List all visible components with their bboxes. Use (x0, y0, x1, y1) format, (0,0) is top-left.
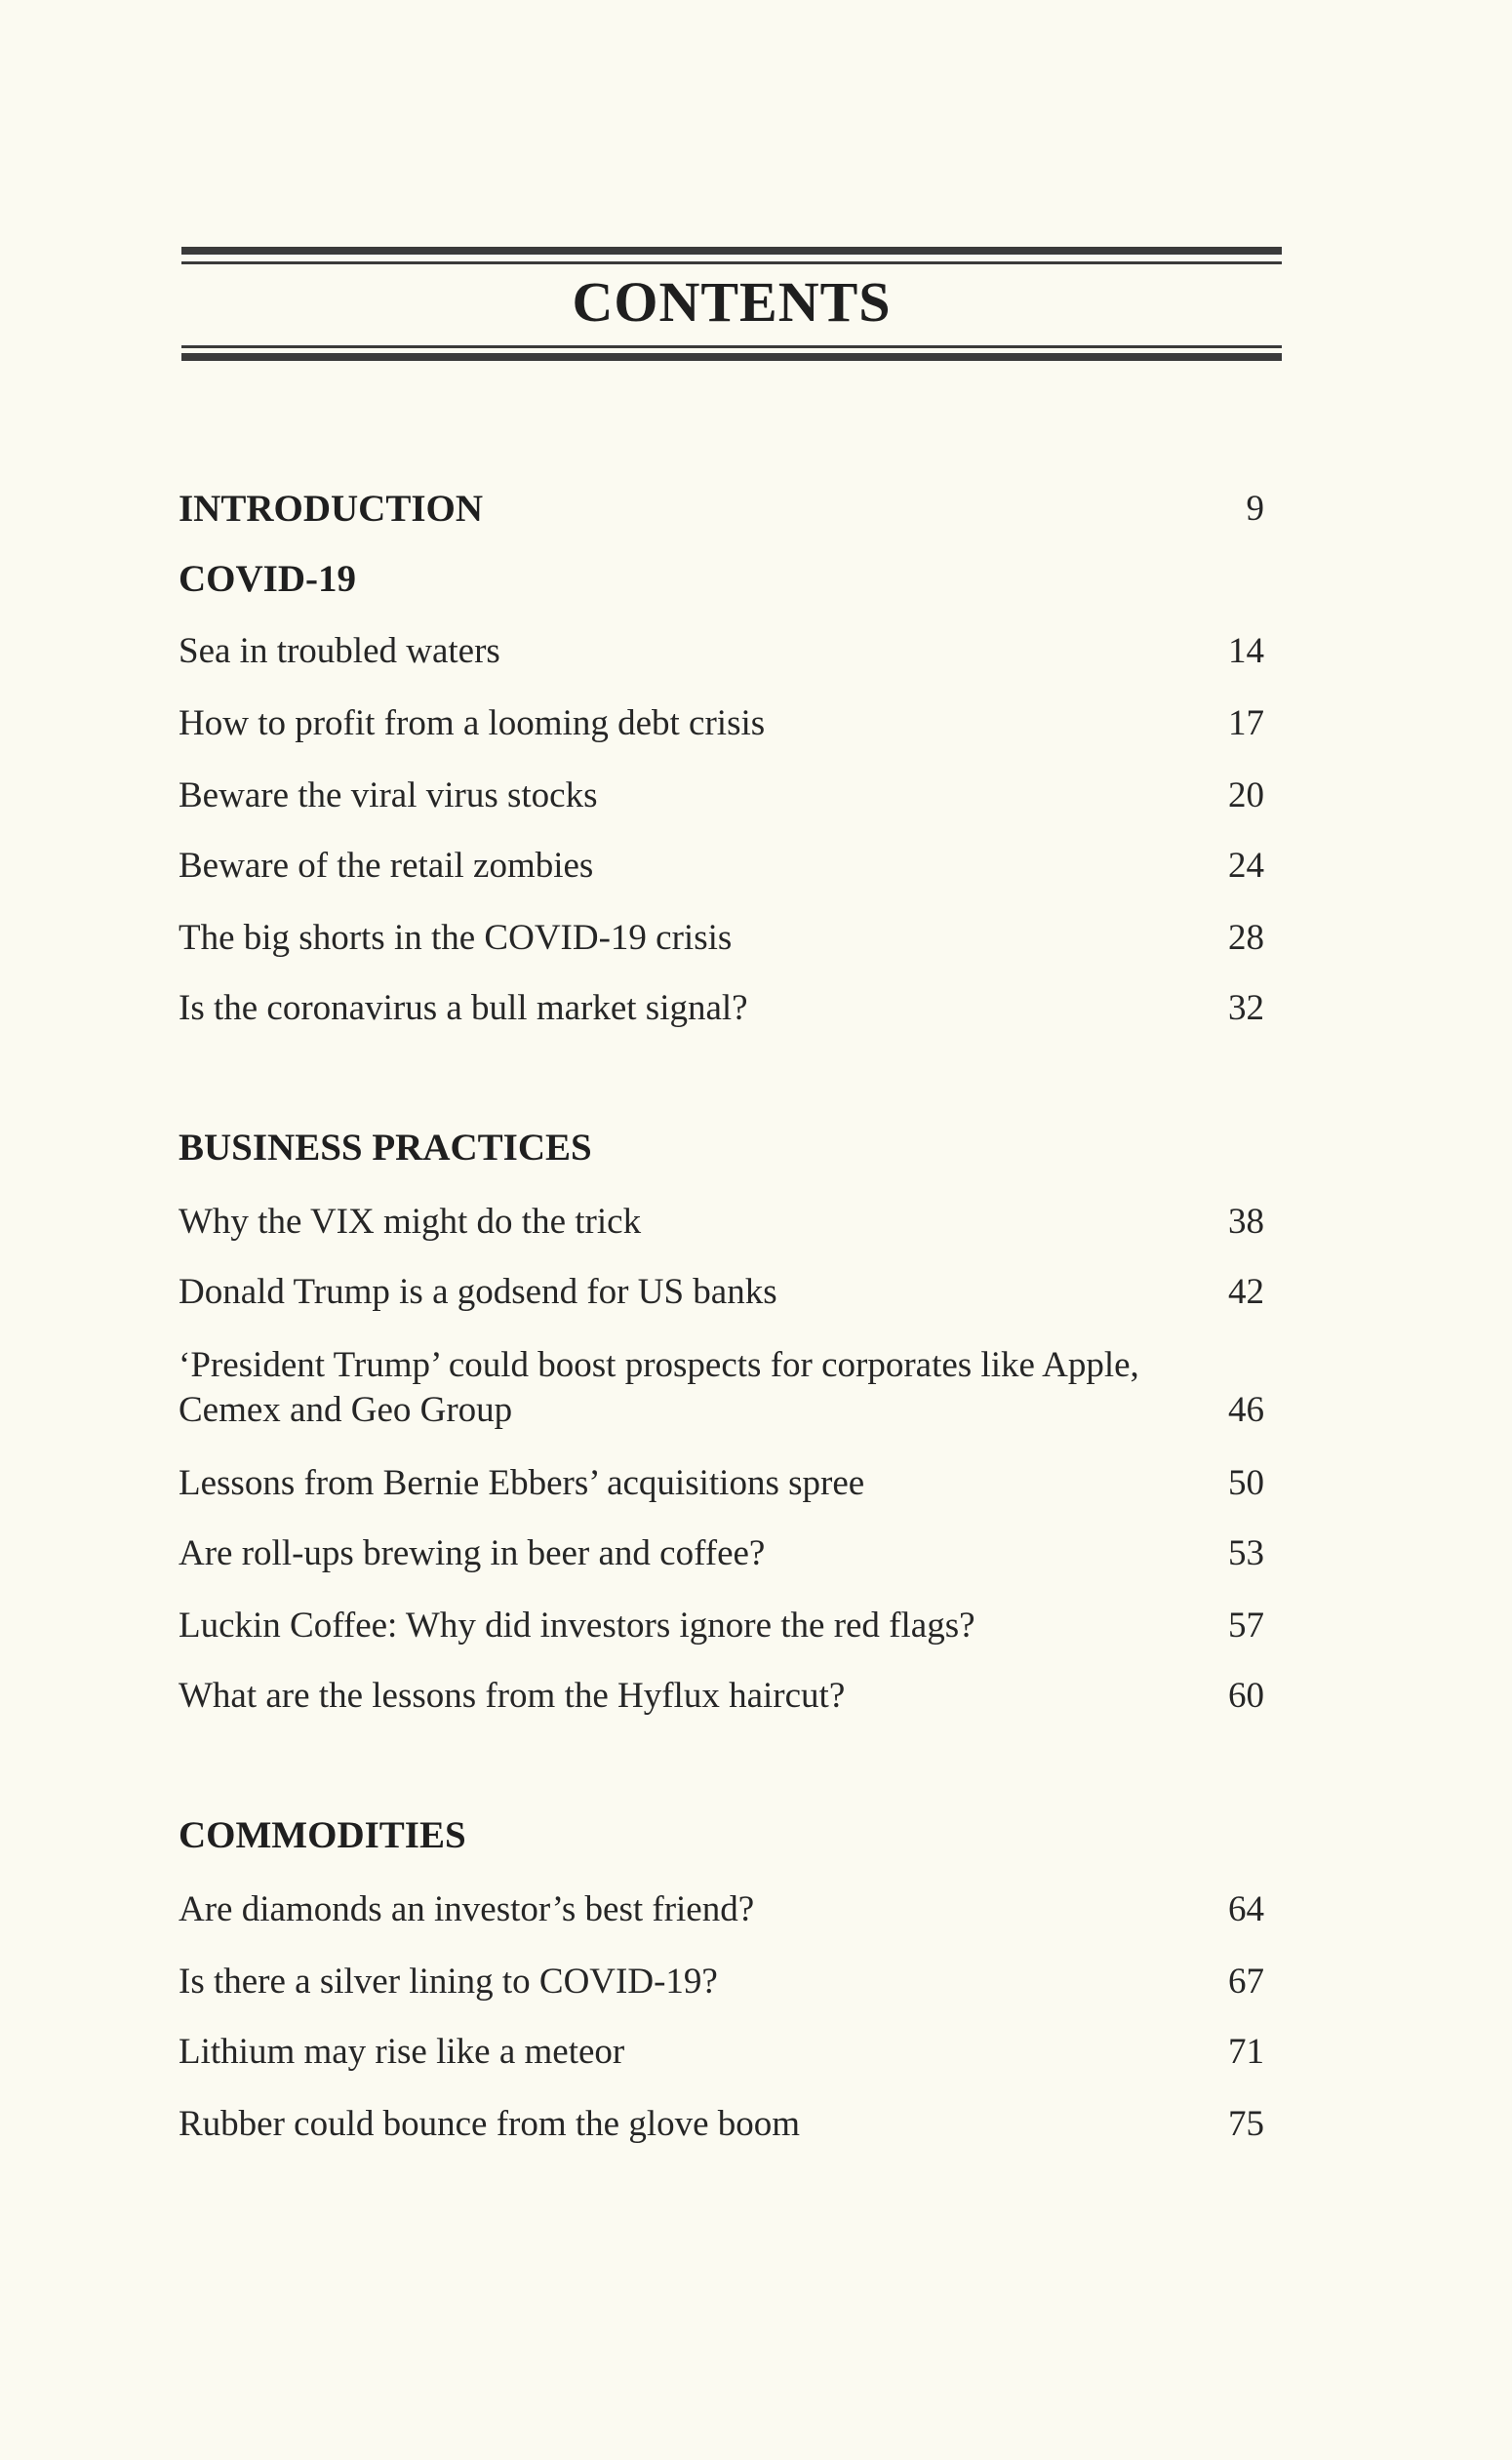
entry-title: The big shorts in the COVID-19 crisis (179, 918, 733, 958)
entry-page: 20 (1228, 775, 1264, 815)
entry-title: ‘President Trump’ could boost prospects for corporates like Apple, Cemex and Geo Group (179, 1345, 1139, 1430)
section-heading-covid (179, 557, 1264, 602)
section-title: COVID-19 (179, 558, 356, 600)
entry-title: Donald Trump is a godsend for US banks (179, 1272, 777, 1312)
toc-entry-introduction[interactable] (179, 487, 1264, 532)
toc-entry[interactable] (179, 1960, 1264, 2004)
top-thin-rule (181, 261, 1282, 264)
entry-page: 9 (1246, 489, 1264, 529)
entry-title: What are the lessons from the Hyflux haircut? (179, 1676, 846, 1716)
page-title: CONTENTS (572, 270, 892, 334)
entry-title: Beware the viral virus stocks (179, 775, 598, 815)
entry-title: Rubber could bounce from the glove boom (179, 2104, 801, 2144)
entry-page: 17 (1228, 703, 1264, 743)
toc-entry[interactable] (179, 2102, 1264, 2147)
entry-title: Why the VIX might do the trick (179, 1202, 642, 1242)
entry-title: Beware of the retail zombies (179, 846, 594, 886)
entry-title: Lessons from Bernie Ebbers’ acquisitions spree (179, 1463, 865, 1503)
toc-entry[interactable] (179, 1531, 1264, 1576)
entry-page: 28 (1228, 918, 1264, 958)
entry-page: 53 (1228, 1533, 1264, 1573)
toc-entry[interactable] (179, 629, 1264, 674)
toc-entry[interactable] (179, 1270, 1264, 1315)
toc-entry[interactable] (179, 774, 1264, 818)
section-heading-business (179, 1126, 1264, 1170)
entry-title: Lithium may rise like a meteor (179, 2032, 625, 2072)
entry-title: Sea in troubled waters (179, 631, 500, 671)
section-title: COMMODITIES (179, 1814, 466, 1856)
entry-page: 67 (1228, 1962, 1264, 2002)
section-heading-commodities (179, 1813, 1264, 1858)
bottom-thin-rule (181, 345, 1282, 348)
entry-page: 24 (1228, 846, 1264, 886)
top-thick-rule (181, 247, 1282, 255)
toc-entry[interactable] (179, 1887, 1264, 1932)
entry-title: Luckin Coffee: Why did investors ignore the red flags? (179, 1606, 975, 1646)
entry-page: 71 (1228, 2032, 1264, 2072)
entry-page: 75 (1228, 2104, 1264, 2144)
entry-title: INTRODUCTION (179, 488, 484, 530)
entry-page: 38 (1228, 1202, 1264, 1242)
entry-title: Are diamonds an investor’s best friend? (179, 1889, 755, 1929)
entry-page: 57 (1228, 1606, 1264, 1646)
toc-entry[interactable] (179, 1604, 1264, 1648)
toc-entry[interactable] (179, 1674, 1264, 1719)
entry-page: 42 (1228, 1272, 1264, 1312)
entry-title: Is the coronavirus a bull market signal? (179, 988, 748, 1028)
toc-entry[interactable] (179, 2030, 1264, 2075)
toc-entry[interactable] (179, 844, 1264, 889)
section-title: BUSINESS PRACTICES (179, 1127, 592, 1169)
bottom-thick-rule (181, 353, 1282, 361)
entry-page: 50 (1228, 1463, 1264, 1503)
toc-entry[interactable] (179, 916, 1264, 961)
toc-entry[interactable] (179, 1200, 1264, 1245)
entry-page: 64 (1228, 1889, 1264, 1929)
entry-page: 60 (1228, 1676, 1264, 1716)
toc-entry[interactable] (179, 986, 1264, 1031)
entry-page: 14 (1228, 631, 1264, 671)
entry-title: How to profit from a looming debt crisis (179, 703, 766, 743)
entry-title: Is there a silver lining to COVID-19? (179, 1962, 718, 2002)
entry-page: 46 (1228, 1390, 1264, 1430)
toc-entry[interactable] (179, 1461, 1264, 1506)
toc-entry[interactable] (179, 1343, 1264, 1433)
toc-entry[interactable] (179, 701, 1264, 746)
entry-page: 32 (1228, 988, 1264, 1028)
entry-title: Are roll-ups brewing in beer and coffee? (179, 1533, 766, 1573)
